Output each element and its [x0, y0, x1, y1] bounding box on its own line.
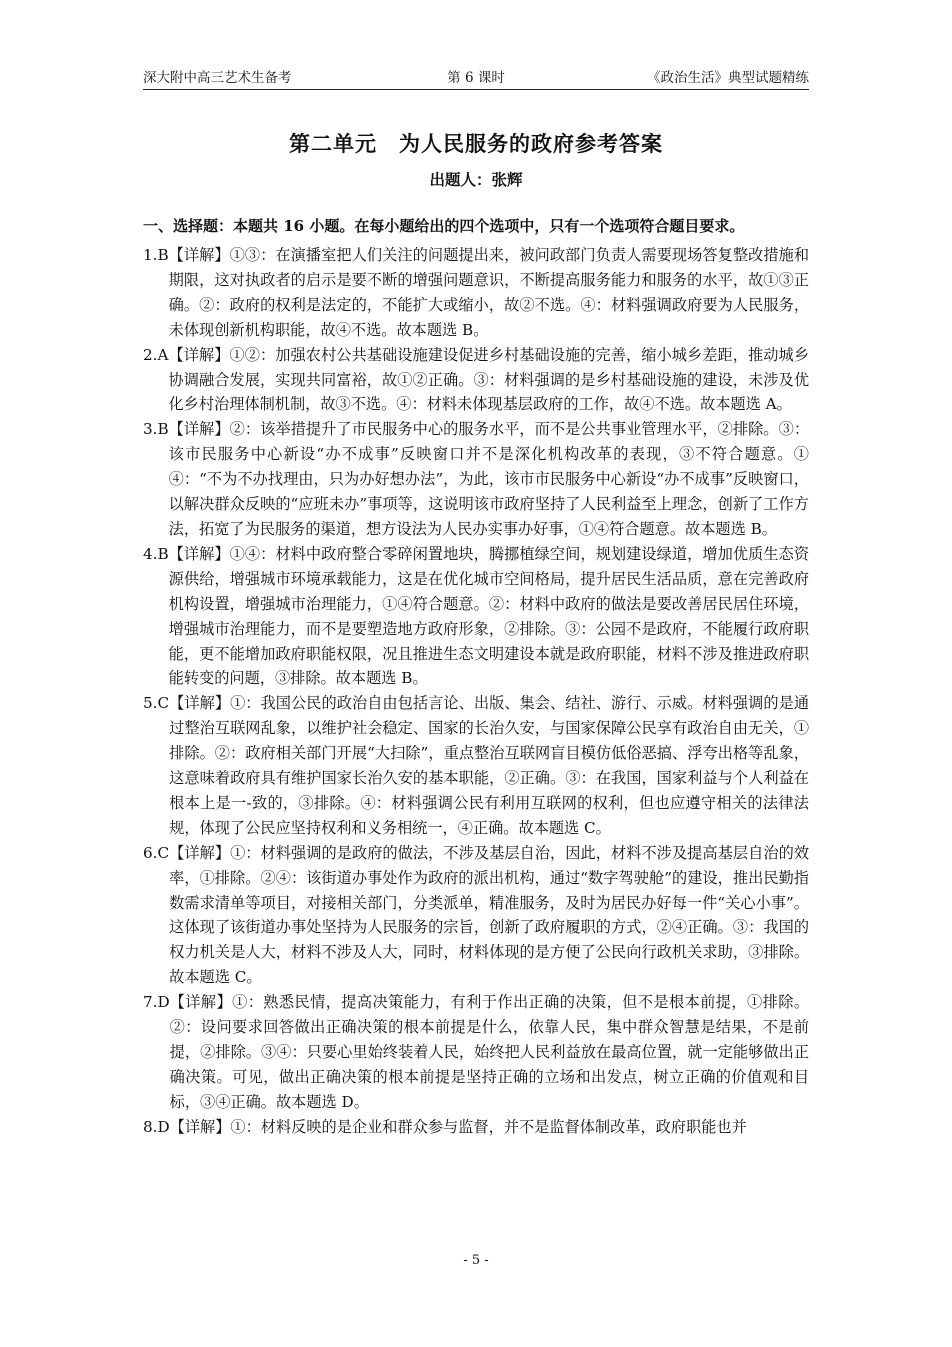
answer-number: 4.B	[143, 544, 169, 563]
page-number: - 5 -	[463, 1253, 489, 1268]
section-heading: 一、选择题：本题共 16 小题。在每小题给出的四个选项中，只有一个选项符合题目要求。	[143, 217, 745, 235]
answer-text: 【详解】①：材料强调的是政府的做法，不涉及基层自治，因此，材料不涉及提高基层自治的效率，①排除。②④：该街道办事处作为政府的派出机构，通过“数字驾驶舱”的建设，推出民勤指数需求清单等项目，对接相关部门，分类派单，精准服务，及时为居民办好每一件“关心小事”。这体现了该街道办事处坚持为人民服务的宗旨，创新了政府履职的方式，②④正确。③：我国的权力机关是人大，材料不涉及人大，同时，材料体现的是方便了公民向行政机关求助，③排除。故本题选 C。	[169, 843, 809, 987]
answer-item-4	[143, 542, 809, 691]
answer-number: 7.D	[143, 993, 170, 1012]
document-title: 第二单元 为人民服务的政府参考答案	[289, 131, 663, 156]
answer-item-6	[143, 841, 809, 990]
answer-number: 6.C	[143, 843, 170, 862]
answer-number: 3.B	[143, 420, 169, 439]
header-center: 第 6 课时	[447, 70, 505, 86]
answer-text: 【详解】①②：加强农村公共基础设施建设促进乡村基础设施的完善，缩小城乡差距，推动城乡协调融合发展，实现共同富裕，故①②正确。③：材料强调的是乡村基础设施的建设，未涉及优化乡村治理体制机制，故③不选。④：材料未体现基层政府的工作，故④不选。故本题选 A。	[168, 345, 809, 414]
answer-item-1	[143, 243, 809, 343]
answer-text: 【详解】①：熟悉民情，提高决策能力，有利于作出正确的决策，但不是根本前提，①排除。②：设问要求回答做出正确决策的根本前提是什么，依靠人民，集中群众智慧是结果，不是前提，②排除。③④：只要心里始终装着人民，始终把人民利益放在最高位置，就一定能够做出正确决策。可见，做出正确决策的根本前提是坚持正确的立场和出发点，树立正确的价值观和目标，③④正确。故本题选 D。	[169, 993, 809, 1111]
answer-number: 2.A	[143, 345, 169, 364]
author-line: 出题人：张辉	[429, 170, 523, 189]
answer-number: 5.C	[143, 694, 170, 713]
answer-text: 【详解】②：该举措提升了市民服务中心的服务水平，而不是公共事业管理水平，②排除。③：该市民服务中心新设“办不成事”反映窗口并不是深化机构改革的表现，③不符合题意。①④：“不为不办找理由，只为办好想办法”，为此，该市市民服务中心新设“办不成事”反映窗口，以解决群众反映的“应班未办”事项等，这说明该市政府坚持了人民利益至上理念，创新了工作方法，拓宽了为民服务的渠道，想方设法为人民办实事办好事，①④符合题意。故本题选 B。	[168, 420, 809, 538]
header-rule	[143, 89, 809, 90]
answer-text: 【详解】①：我国公民的政治自由包括言论、出版、集会、结社、游行、示威。材料强调的是通过整治互联网乱象，以维护社会稳定、国家的长治久安，与国家保障公民享有政治自由无关，①排除。②：政府相关部门开展“大扫除”，重点整治互联网盲目模仿低俗恶搞、浮夸出格等乱象，这意味着政府具有维护国家长治久安的基本职能，②正确。③：在我国，国家利益与个人利益在根本上是一-致的，③排除。④：材料强调公民有利用互联网的权利，但也应遵守相关的法律法规，体现了公民应坚持权利和义务相统一，④正确。故本题选 C。	[169, 694, 809, 837]
answer-item-2	[143, 343, 809, 418]
answer-number: 1.B	[143, 246, 169, 264]
header-right: 《政治生活》典型试题精练	[647, 70, 809, 86]
answer-text: 【详解】①④：材料中政府整合零碎闲置地块，腾挪植绿空间，规划建设绿道，增加优质生态资源供给，增强城市环境承载能力，这是在优化城市空间格局，提升居民生活品质，意在完善政府机构设置，增强城市治理能力，①④符合题意。②：材料中政府的做法是要改善居民居住环境，增强城市治理能力，而不是要塑造地方政府形象，②排除。③：公园不是政府，不能履行政府职能，更不能增加政府职能权限，况且推进生态文明建设本就是政府职能，材料不涉及推进政府职能转变的问题，③排除。故本题选 B。	[168, 544, 809, 688]
answer-number: 8.D	[143, 1117, 170, 1136]
answer-item-3	[143, 417, 809, 542]
answer-item-8	[143, 1115, 809, 1140]
answer-text: 【详解】①：材料反映的是企业和群众参与监督，并不是监督体制改革，政府职能也并	[169, 1117, 747, 1136]
answer-text: 【详解】①③：在演播室把人们关注的问题提出来，被问政部门负责人需要现场答复整改措施和期限，这对执政者的启示是要不断的增强问题意识，不断提高服务能力和服务的水平，故①③正确。②：政府的权利是法定的，不能扩大或缩小，故②不选。④：材料强调政府要为人民服务，未体现创新机构职能，故④不选。故本题选 B。	[168, 246, 809, 339]
page-header	[143, 66, 809, 88]
answer-list	[143, 243, 809, 1140]
answer-item-7	[143, 990, 809, 1115]
header-left: 深大附中高三艺术生备考	[143, 70, 292, 86]
answer-item-5	[143, 691, 809, 840]
